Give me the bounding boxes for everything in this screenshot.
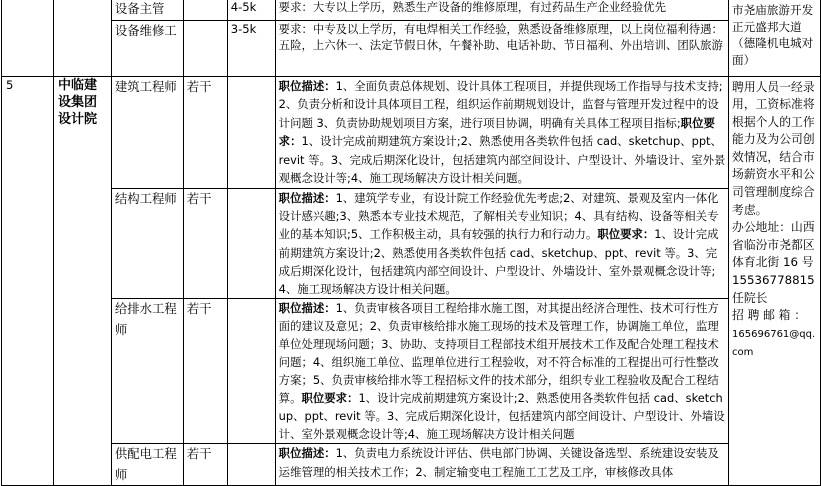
req-text: 1、设计完成前期建筑方案设计;2、熟悉使用各类软件包括 cad、sketchup、ppt、revit 等。3、完成后期深化设计，包括建筑内部空间设计、户型设计、外墙设计、室外景观概念设计等;4、施工现场解决方设计相关问题。 [278, 134, 726, 186]
position-cell: 设备主管 [111, 0, 183, 20]
table-row [2, 0, 821, 20]
email-label: 招 聘 邮 箱 ： [732, 308, 807, 323]
recruitment-table [1, 0, 821, 486]
position-cell: 设备维修工 [111, 20, 183, 76]
office-address: 办公地址：山西省临汾市尧都区体育北街 16 号 [732, 220, 815, 270]
count-cell: 若干 [183, 299, 227, 444]
desc-text: 1、建筑学专业，有设计院工作经验优先考虑;2、对建筑、景观及室内一体化设计感兴趣;3、熟悉本专业技术规范，了解相关专业知识；4、具有结构、设备等相关专业的基本知识;5、工作积极主动，具有较强的执行力和行动力。 [278, 191, 719, 242]
salary-cell [227, 444, 275, 486]
req-text: 1、设计完成前期建筑方案设计;2、熟悉使用各类软件包括 cad、sketchup、ppt、revit 等。3、完成后期深化设计，包括建筑内部空间设计、户型设计、外墙设计、室外景观概念设计等;4、施工现场解决方设计相关问题 [278, 391, 725, 442]
req-text: 1、设计完成前期建筑方案设计;2、熟悉使用各类软件包括 cad、sketchup、ppt、revit 等。3、完成后期深化设计，包括建筑内部空间设计、户型设计、外墙设计、室外景观概念设计等;4、施工现场解决方设计相关问题。 [278, 227, 719, 297]
salary-cell [227, 76, 275, 189]
salary-cell: 3-5k [227, 20, 275, 76]
salary-cell: 4-5k [227, 0, 275, 20]
company-cell [53, 0, 111, 76]
count-cell [183, 0, 227, 20]
desc-text: 1、负责审核各项目工程给排水施工图，对其提出经济合理性、技术可行性方面的建议及意见；2、负责审核给排水施工现场的技术及管理工作，协调施工单位，监理单位处理现场问题；3、协助、支持项目工程部技术组开展技术工作及配合处理工程技术问题；4、组织施工单位、监理单位进行工程验收，对不符合标准的工程提出可行性整改方案；5、负责审核给排水等工程招标文件的技术部分，组织专业工程验收及配合工程结算。 [278, 301, 719, 406]
table-row [2, 20, 821, 76]
position-cell: 建筑工程师 [111, 76, 183, 189]
email-address: 165696761@qq.com [732, 328, 816, 359]
requirement-cell [275, 444, 728, 486]
requirement-cell: 要求：中专及以上学历，有电焊相关工作经验，熟悉设备维修原理，以上岗位福利待遇：五险，上六休一、法定节假日休，午餐补助、电话补助、节日福利、外出培训、团队旅游 [275, 20, 728, 76]
requirement-cell [275, 299, 728, 444]
requirement-cell [275, 76, 728, 189]
count-cell [183, 20, 227, 76]
count-cell: 若干 [183, 76, 227, 189]
position-cell: 供配电工程师 [111, 444, 183, 486]
count-cell: 若干 [183, 444, 227, 486]
table-row [2, 76, 821, 189]
req-label: 职位要求： [301, 391, 359, 406]
index-cell: 5 [2, 76, 54, 486]
desc-label: 职位描述： [278, 78, 336, 93]
company-name-cell: 中临建设集团设计院 [53, 76, 111, 486]
desc-text: 1、全面负责总体规划、设计具体工程项目，并提供现场工作指导与技术支持;2、负责分析和设计具体项目工程，组织运作前期规划设计，监督与管理开发过程中的设计问题 3、负责协助规划项目方案，进行项目协调，明确有关具体工程项目指标; [278, 78, 723, 130]
contact-cell [729, 0, 821, 76]
count-cell: 若干 [183, 189, 227, 299]
req-label: 职位要求： [278, 115, 715, 149]
desc-text: 1、负责电力系统设计评估、供电部门协调、关键设备选型、系统建设安装及运维管理的相关技术工作；2、制定输变电工程施工工艺及工序，审核修改具体 [278, 446, 719, 479]
desc-label: 职位描述： [278, 446, 336, 461]
table-row [2, 189, 821, 299]
position-cell: 结构工程师 [111, 189, 183, 299]
contact-phone: 15536778815 [732, 273, 815, 288]
req-label: 职位要求： [597, 227, 655, 242]
desc-label: 职位描述： [278, 191, 336, 206]
desc-label: 职位描述： [278, 301, 336, 316]
prev-contact-address: 市尧庙旅游开发正元盛邦大道（德隆机电城对面） [732, 3, 814, 67]
contact-person: 任院长 [732, 290, 768, 305]
index-cell [2, 0, 54, 76]
salary-cell [227, 189, 275, 299]
contact-cell [729, 76, 821, 486]
table-row [2, 444, 821, 486]
requirement-cell: 要求：大专以上学历，熟悉生产设备的维修原理，有过药品生产企业经验优先 [275, 0, 728, 20]
requirement-cell [275, 189, 728, 299]
position-cell: 给排水工程师 [111, 299, 183, 444]
salary-cell [227, 299, 275, 444]
contact-note: 聘用人员一经录用，工资标准将根据个人的工作能力及为公司创效情况，结合市场薪资水平和公司管理制度综合考虑。 [732, 79, 815, 217]
table-row [2, 299, 821, 444]
